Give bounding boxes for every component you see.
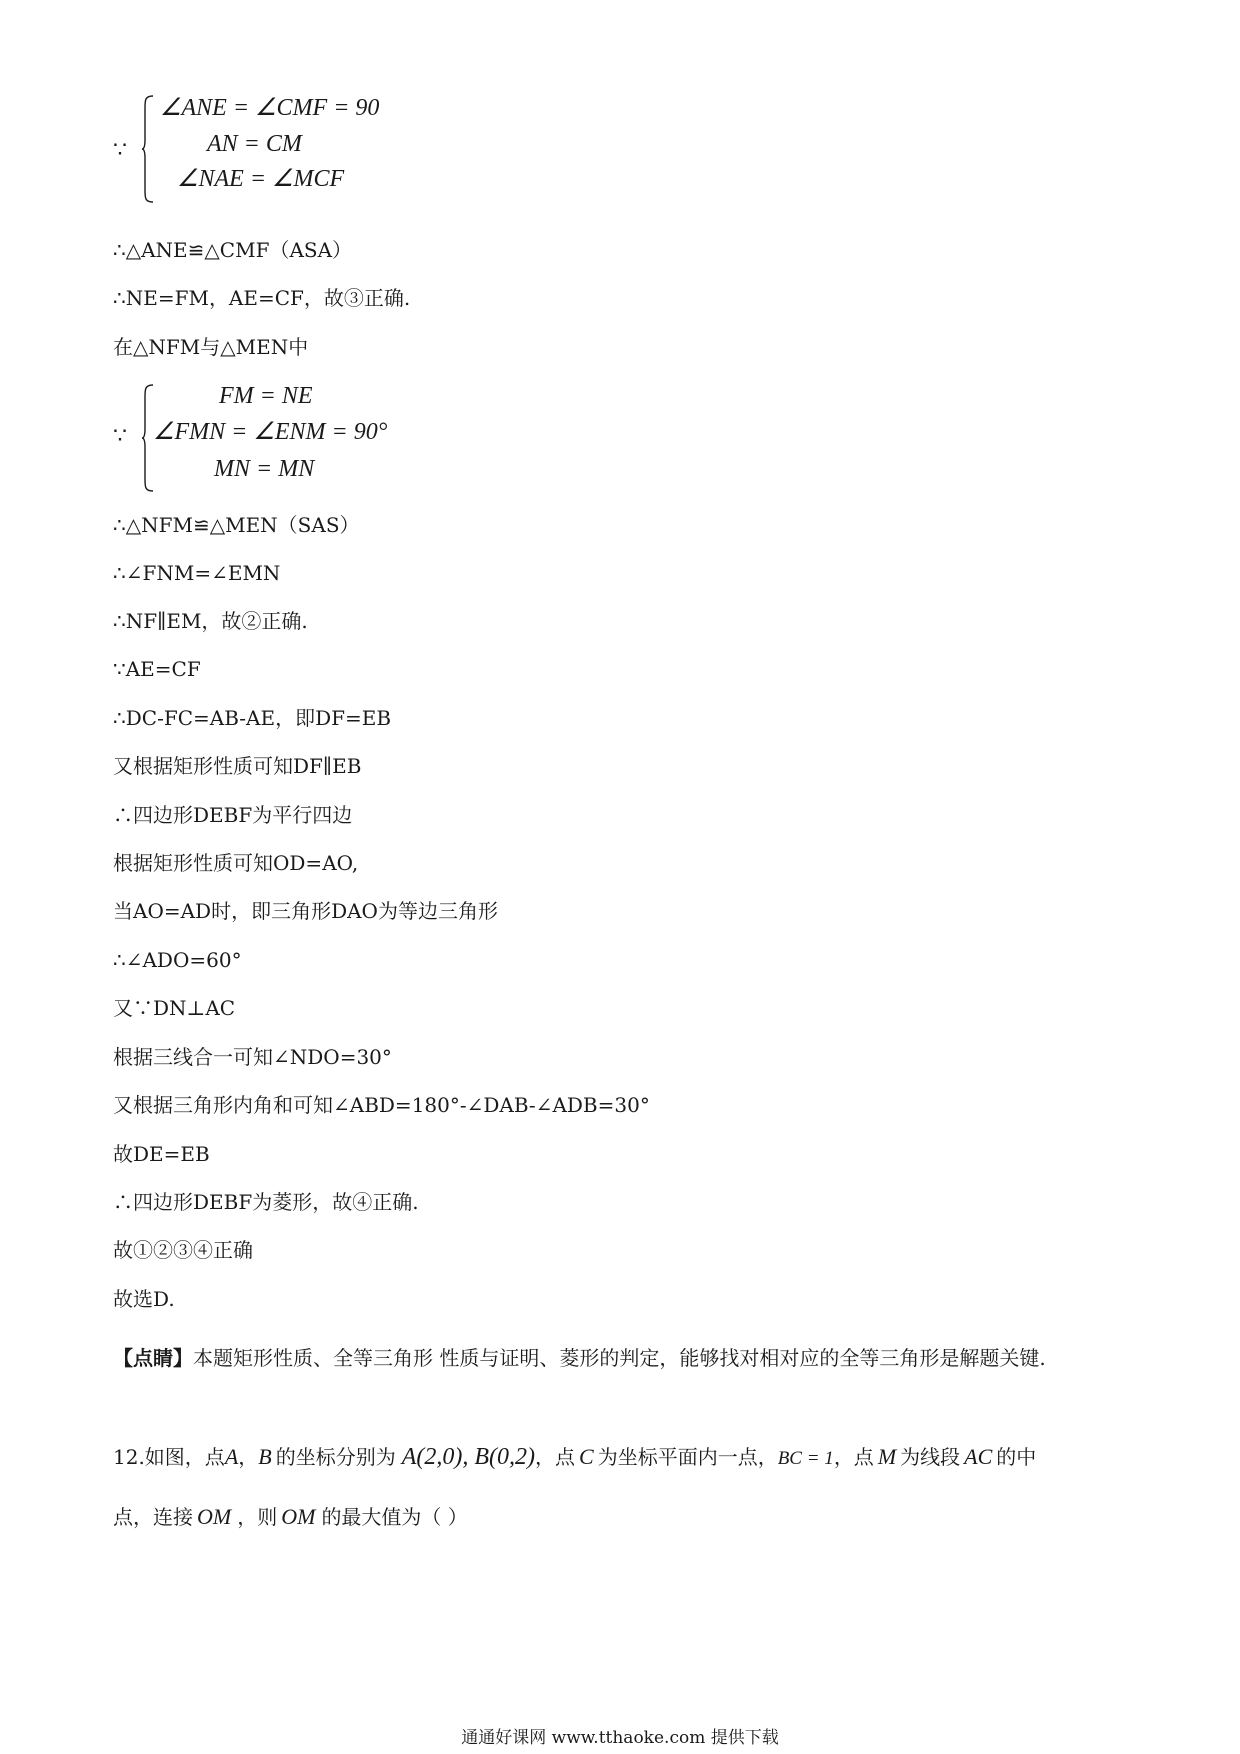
math-var: C bbox=[579, 1444, 594, 1469]
question-text: ，点 bbox=[535, 1445, 576, 1469]
math-var: M bbox=[877, 1444, 897, 1469]
text-line: 根据三线合一可知∠NDO=30° bbox=[113, 1045, 392, 1069]
math-expression: A(2,0), B(0,2) bbox=[401, 1444, 536, 1470]
comment-label: 【点睛】 bbox=[113, 1346, 193, 1370]
equation-line: ∠FMN = ∠ENM = 90° bbox=[153, 419, 388, 445]
text-line: 又∵DN⊥AC bbox=[113, 996, 236, 1020]
question-text: 点，连接 bbox=[113, 1505, 193, 1529]
comment-paragraph bbox=[113, 1333, 1123, 1383]
because-symbol: ∵ bbox=[113, 138, 127, 163]
equation-line: MN = MN bbox=[214, 456, 315, 482]
text-line: 又根据矩形性质可知DF∥EB bbox=[113, 754, 362, 778]
question-text: 的中 bbox=[996, 1445, 1037, 1469]
question-text: 的最大值为（ ） bbox=[321, 1505, 468, 1529]
text-line: ∴NF∥EM，故②正确. bbox=[113, 609, 308, 633]
text-line: 在△NFM与△MEN中 bbox=[113, 335, 309, 359]
question-text: 为线段 bbox=[900, 1445, 961, 1469]
text-line: 故选D. bbox=[113, 1287, 175, 1311]
text-line: 又根据三角形内角和可知∠ABD=180°-∠DAB-∠ADB=30° bbox=[113, 1093, 650, 1117]
text-line: 当AO=AD时，即三角形DAO为等边三角形 bbox=[113, 899, 498, 923]
question-text: ， bbox=[238, 1445, 259, 1469]
equation-line: AN = CM bbox=[207, 131, 302, 157]
question-text: ，点 bbox=[833, 1445, 874, 1469]
text-line: ∴四边形DEBF为菱形，故④正确. bbox=[113, 1190, 419, 1214]
text-line: ∴NE=FM，AE=CF，故③正确. bbox=[113, 286, 411, 310]
math-var: OM bbox=[197, 1504, 232, 1529]
comment-text: 本题矩形性质、全等三角形 性质与证明、菱形的判定，能够找对相对应的全等三角形是解题关键. bbox=[193, 1346, 1046, 1370]
because-symbol: ∵ bbox=[113, 424, 127, 449]
text-line: ∴△NFM≌△MEN（SAS） bbox=[113, 513, 360, 537]
question-text: 12.如图，点 bbox=[113, 1445, 225, 1469]
equation-system-2 bbox=[113, 379, 513, 499]
equation-system-1 bbox=[113, 92, 513, 212]
question-text: ，则 bbox=[237, 1505, 278, 1529]
text-line: ∵AE=CF bbox=[113, 657, 201, 681]
math-expression: BC = 1 bbox=[777, 1448, 834, 1469]
text-line: 根据矩形性质可知OD=AO, bbox=[113, 851, 359, 875]
text-line: 故①②③④正确 bbox=[113, 1238, 253, 1262]
text-line: ∴△ANE≌△CMF（ASA） bbox=[113, 238, 353, 262]
question-line-1 bbox=[113, 1443, 1036, 1473]
text-line: 故DE=EB bbox=[113, 1142, 210, 1166]
question-line-2 bbox=[113, 1503, 468, 1531]
math-var: B bbox=[258, 1444, 272, 1469]
math-var: A bbox=[224, 1444, 239, 1469]
equation-line: ∠ANE = ∠CMF = 90 bbox=[160, 95, 380, 121]
text-line: ∴四边形DEBF为平行四边 bbox=[113, 803, 353, 827]
text-line: ∴DC-FC=AB-AE，即DF=EB bbox=[113, 706, 392, 730]
equation-line: FM = NE bbox=[219, 383, 313, 409]
question-text: 的坐标分别为 bbox=[275, 1445, 396, 1469]
math-var: OM bbox=[281, 1504, 316, 1529]
equation-line: ∠NAE = ∠MCF bbox=[177, 166, 345, 192]
left-brace-icon bbox=[141, 94, 155, 204]
footer-watermark: 通通好课网 www.tthaoke.com 提供下载 bbox=[461, 1728, 779, 1748]
text-line: ∴∠FNM=∠EMN bbox=[113, 561, 281, 585]
math-var: AC bbox=[964, 1444, 993, 1469]
text-line: ∴∠ADO=60° bbox=[113, 948, 242, 972]
question-text: 为坐标平面内一点， bbox=[597, 1445, 778, 1469]
